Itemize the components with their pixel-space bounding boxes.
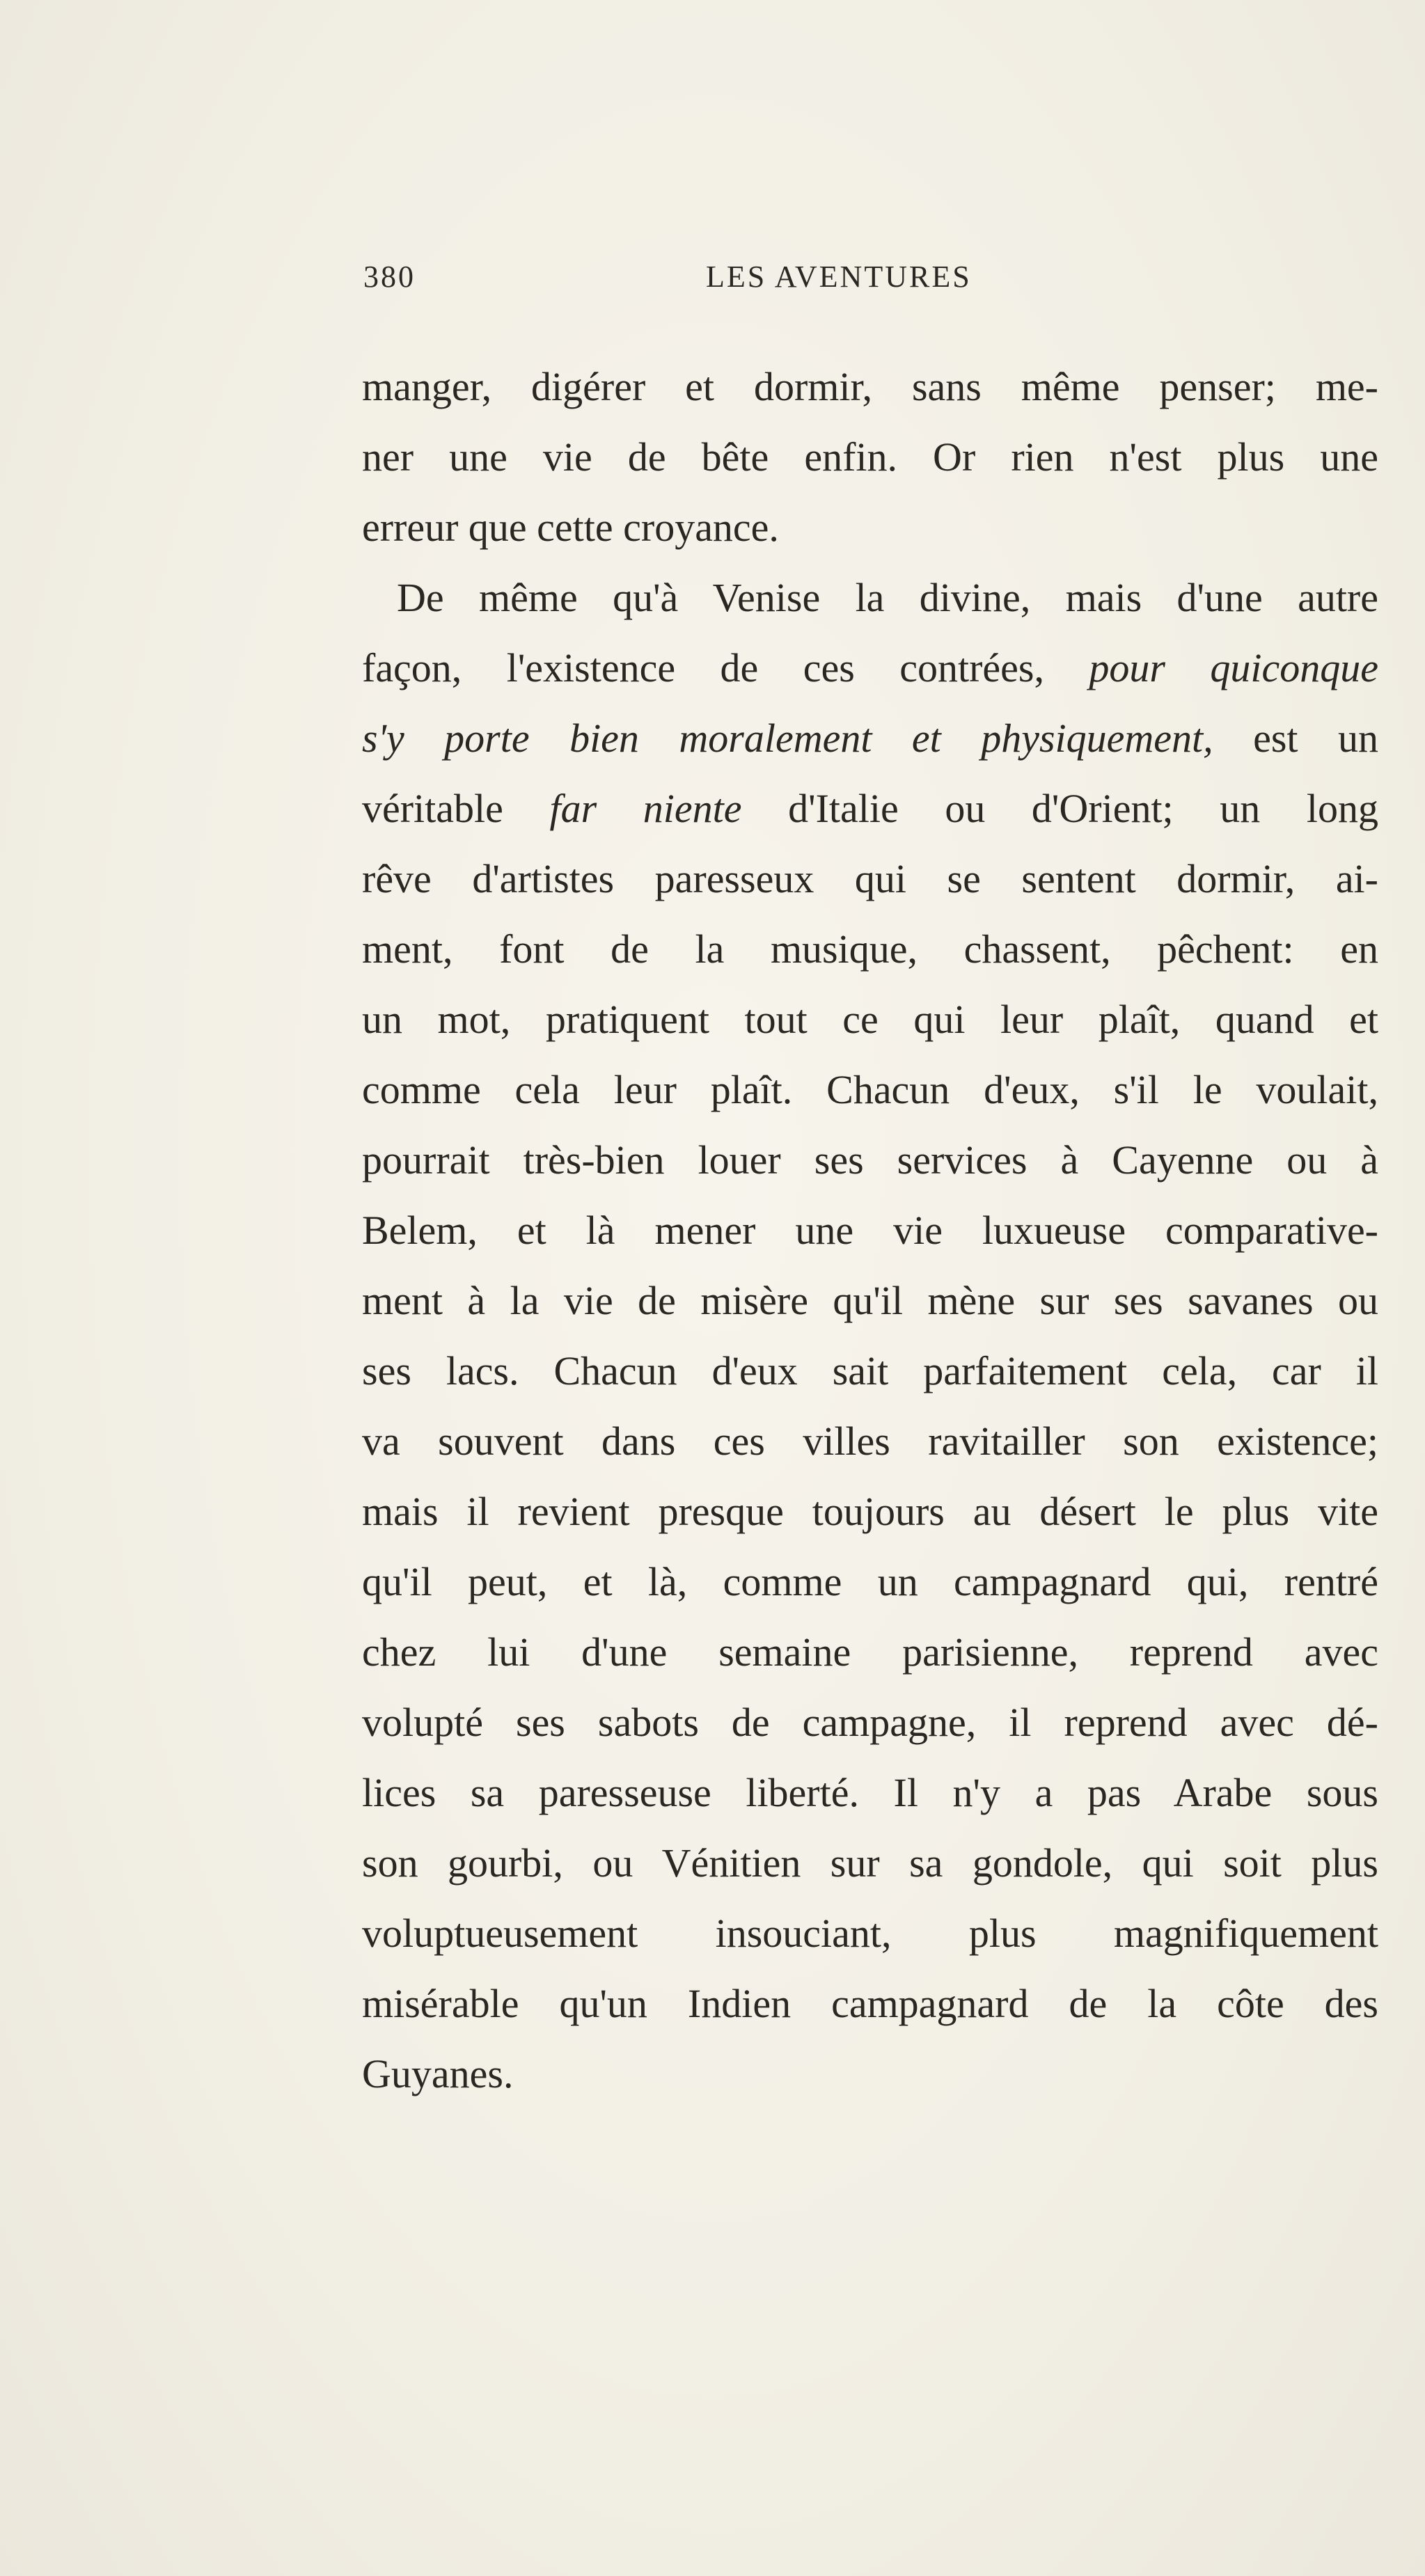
- text-line: Guyanes.: [362, 2051, 514, 2096]
- text-line: volupté ses sabots de campagne, il reprend avec dé-: [362, 1700, 1378, 1745]
- text-line: mais il revient presque toujours au désert le plus vite: [362, 1489, 1378, 1534]
- text-fragment: d'Italie ou d'Orient; un long: [788, 786, 1378, 831]
- text-fragment: est un: [1253, 716, 1378, 761]
- text-line: Belem, et là mener une vie luxueuse comparative-: [362, 1208, 1378, 1253]
- text-fragment: façon, l'existence de ces contrées,: [362, 645, 1044, 690]
- text-line: ner une vie de bête enfin. Or rien n'est plus une: [362, 434, 1378, 480]
- text-line: erreur que cette croyance.: [362, 505, 779, 550]
- running-head: [363, 259, 1373, 301]
- text-line: voluptueusement insouciant, plus magnifiquement: [362, 1911, 1378, 1956]
- text-line: lices sa paresseuse liberté. Il n'y a pas Arabe sous: [362, 1770, 1378, 1815]
- text-line: ment, font de la musique, chassent, pêchent: en: [362, 926, 1378, 972]
- body-text: [362, 351, 1378, 2109]
- running-title: LES AVENTURES: [706, 260, 972, 294]
- text-line: misérable qu'un Indien campagnard de la côte des: [362, 1981, 1378, 2026]
- text-line: chez lui d'une semaine parisienne, reprend avec: [362, 1629, 1378, 1675]
- text-line: [362, 773, 1378, 844]
- text-line: [362, 633, 1378, 703]
- text-line: [362, 703, 1378, 773]
- text-line: va souvent dans ces villes ravitailler son existence;: [362, 1419, 1378, 1464]
- italic-phrase: far niente: [549, 786, 742, 831]
- text-line: rêve d'artistes paresseux qui se sentent dormir, ai-: [362, 856, 1378, 901]
- text-line: De même qu'à Venise la divine, mais d'une autre: [397, 575, 1378, 620]
- text-line: qu'il peut, et là, comme un campagnard qui, rentré: [362, 1559, 1378, 1604]
- text-line: comme cela leur plaît. Chacun d'eux, s'il le voulait,: [362, 1067, 1378, 1112]
- text-line: ses lacs. Chacun d'eux sait parfaitement cela, car il: [362, 1348, 1378, 1393]
- text-line: manger, digérer et dormir, sans même penser; me-: [362, 364, 1378, 409]
- text-line: un mot, pratiquent tout ce qui leur plaît, quand et: [362, 997, 1378, 1042]
- text-line: ment à la vie de misère qu'il mène sur ses savanes ou: [362, 1278, 1378, 1323]
- text-line: pourrait très-bien louer ses services à Cayenne ou à: [362, 1137, 1378, 1183]
- text-line: son gourbi, ou Vénitien sur sa gondole, qui soit plus: [362, 1840, 1378, 1886]
- italic-phrase: s'y porte bien moralement et physiquement,: [362, 716, 1213, 761]
- italic-phrase: pour quiconque: [1089, 645, 1379, 690]
- page-number: 380: [363, 260, 416, 294]
- text-fragment: véritable: [362, 786, 503, 831]
